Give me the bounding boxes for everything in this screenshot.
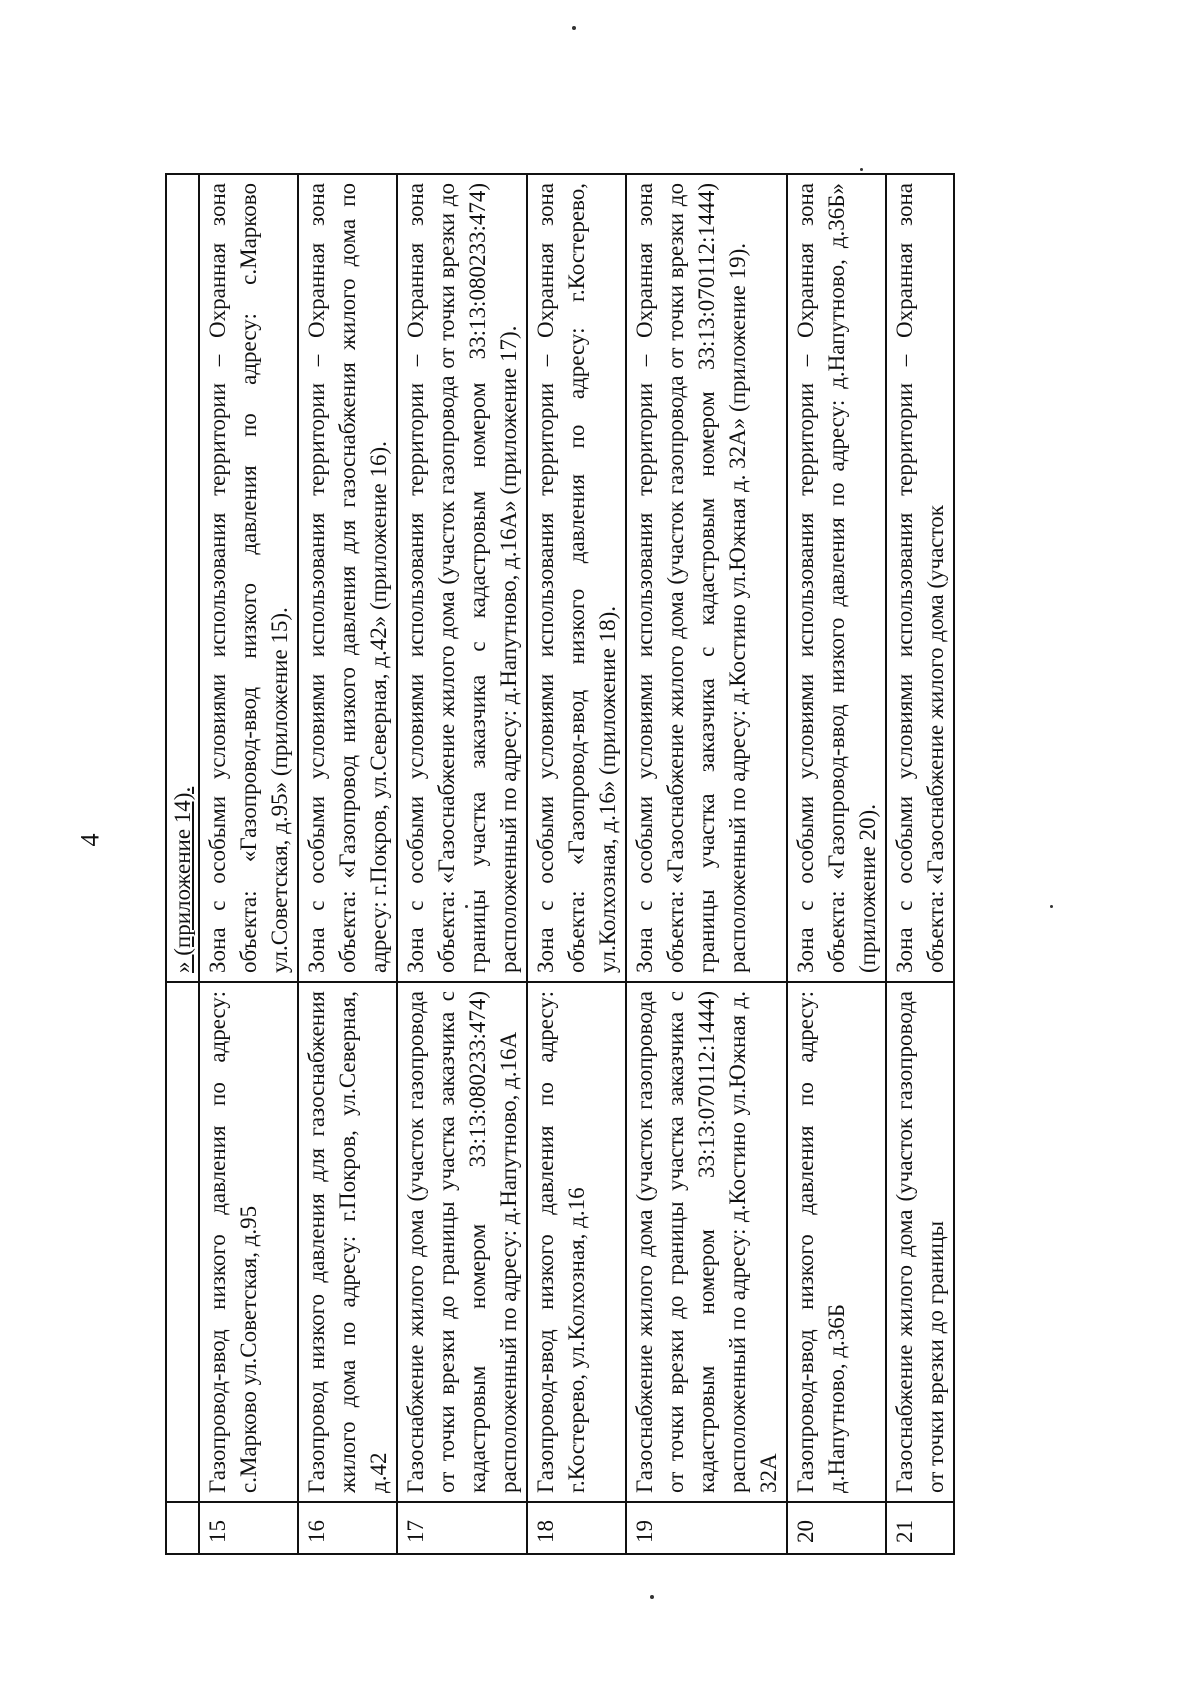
object-cell: Газоснабжение жилого дома (участок газопровода от точки врезки до границы участка заказчика с кадастровым номером 33:13:080233:474) расположенный по адресу: д.Напутново, д.16А — [397, 982, 527, 1502]
page-number: 4 — [75, 833, 105, 847]
zone-cell: Зона с особыми условиями использования территории – Охранная зона объекта: «Газопровод-ввод низкого давления по адресу: с.Марково ул.Советская, д.95» (приложение 15). — [199, 174, 298, 982]
row-number: 19 — [626, 1502, 787, 1554]
row-number: 17 — [397, 1502, 527, 1554]
gas-pipeline-zones-table — [165, 173, 955, 1555]
scan-speck — [650, 1595, 654, 1599]
row-number: 16 — [298, 1502, 397, 1554]
row-number — [166, 1502, 199, 1554]
table-row — [527, 174, 626, 1554]
object-cell: Газопровод-ввод низкого давления по адресу: с.Марково ул.Советская, д.95 — [199, 982, 298, 1502]
scan-speck — [860, 168, 863, 171]
zone-cell — [166, 174, 199, 982]
object-cell: Газопровод-ввод низкого давления по адресу: г.Костерево, ул.Колхозная, д.16 — [527, 982, 626, 1502]
zone-cell: Зона с особыми условиями использования территории – Охранная зона объекта: «Газоснабжение жилого дома (участок газопровода от точки врезки до границы участка заказчика с кадастровым номером 33:13:070112:1444) расположенный по адресу: д.Костино ул.Южная д. 32А» (приложение 19). — [626, 174, 787, 982]
row-number: 18 — [527, 1502, 626, 1554]
zone-cell: Зона с особыми условиями использования территории – Охранная зона объекта: «Газоснабжение жилого дома (участок — [886, 174, 954, 982]
zone-text: » (приложение 14). — [170, 786, 195, 973]
row-number: 21 — [886, 1502, 954, 1554]
object-cell: Газопровод-ввод низкого давления по адресу: д.Напутново, д.36Б — [787, 982, 886, 1502]
scan-speck — [572, 26, 576, 30]
object-cell: Газоснабжение жилого дома (участок газопровода от точки врезки до границы — [886, 982, 954, 1502]
object-cell: Газопровод низкого давления для газоснабжения жилого дома по адресу: г.Покров, ул.Северная, д.42 — [298, 982, 397, 1502]
zone-cell: Зона с особыми условиями использования территории – Охранная зона объекта: «Газопровод-ввод низкого давления по адресу: д.Напутново, д.36Б» (приложение 20). — [787, 174, 886, 982]
zone-cell: Зона с особыми условиями использования территории – Охранная зона объекта: «Газопровод низкого давления для газоснабжения жилого дома по адресу: г.Покров, ул.Северная, д.42» (приложение 16). — [298, 174, 397, 982]
zone-cell: Зона с особыми условиями использования территории – Охранная зона объекта: «Газоснабжение жилого дома (участок газопровода от точки врезки до границы участка заказчика с кадастровым номером 33:13:080233:474) расположенный по адресу: д.Напутново, д.16А» (приложение 17). — [397, 174, 527, 982]
rotated-table-container — [165, 175, 1035, 1555]
table-row — [626, 174, 787, 1554]
table-row — [787, 174, 886, 1554]
table-row — [886, 174, 954, 1554]
table-row — [397, 174, 527, 1554]
zone-cell: Зона с особыми условиями использования территории – Охранная зона объекта: «Газопровод-ввод низкого давления по адресу: г.Костерево, ул.Колхозная, д.16» (приложение 18). — [527, 174, 626, 982]
scan-speck — [1050, 905, 1053, 908]
table-row — [166, 174, 199, 1554]
object-cell: Газоснабжение жилого дома (участок газопровода от точки врезки до границы участка заказчика с кадастровым номером 33:13:070112:1444) расположенный по адресу: д.Костино ул.Южная д. 32А — [626, 982, 787, 1502]
row-number: 15 — [199, 1502, 298, 1554]
table-row — [199, 174, 298, 1554]
table-row — [298, 174, 397, 1554]
row-number: 20 — [787, 1502, 886, 1554]
object-cell — [166, 982, 199, 1502]
